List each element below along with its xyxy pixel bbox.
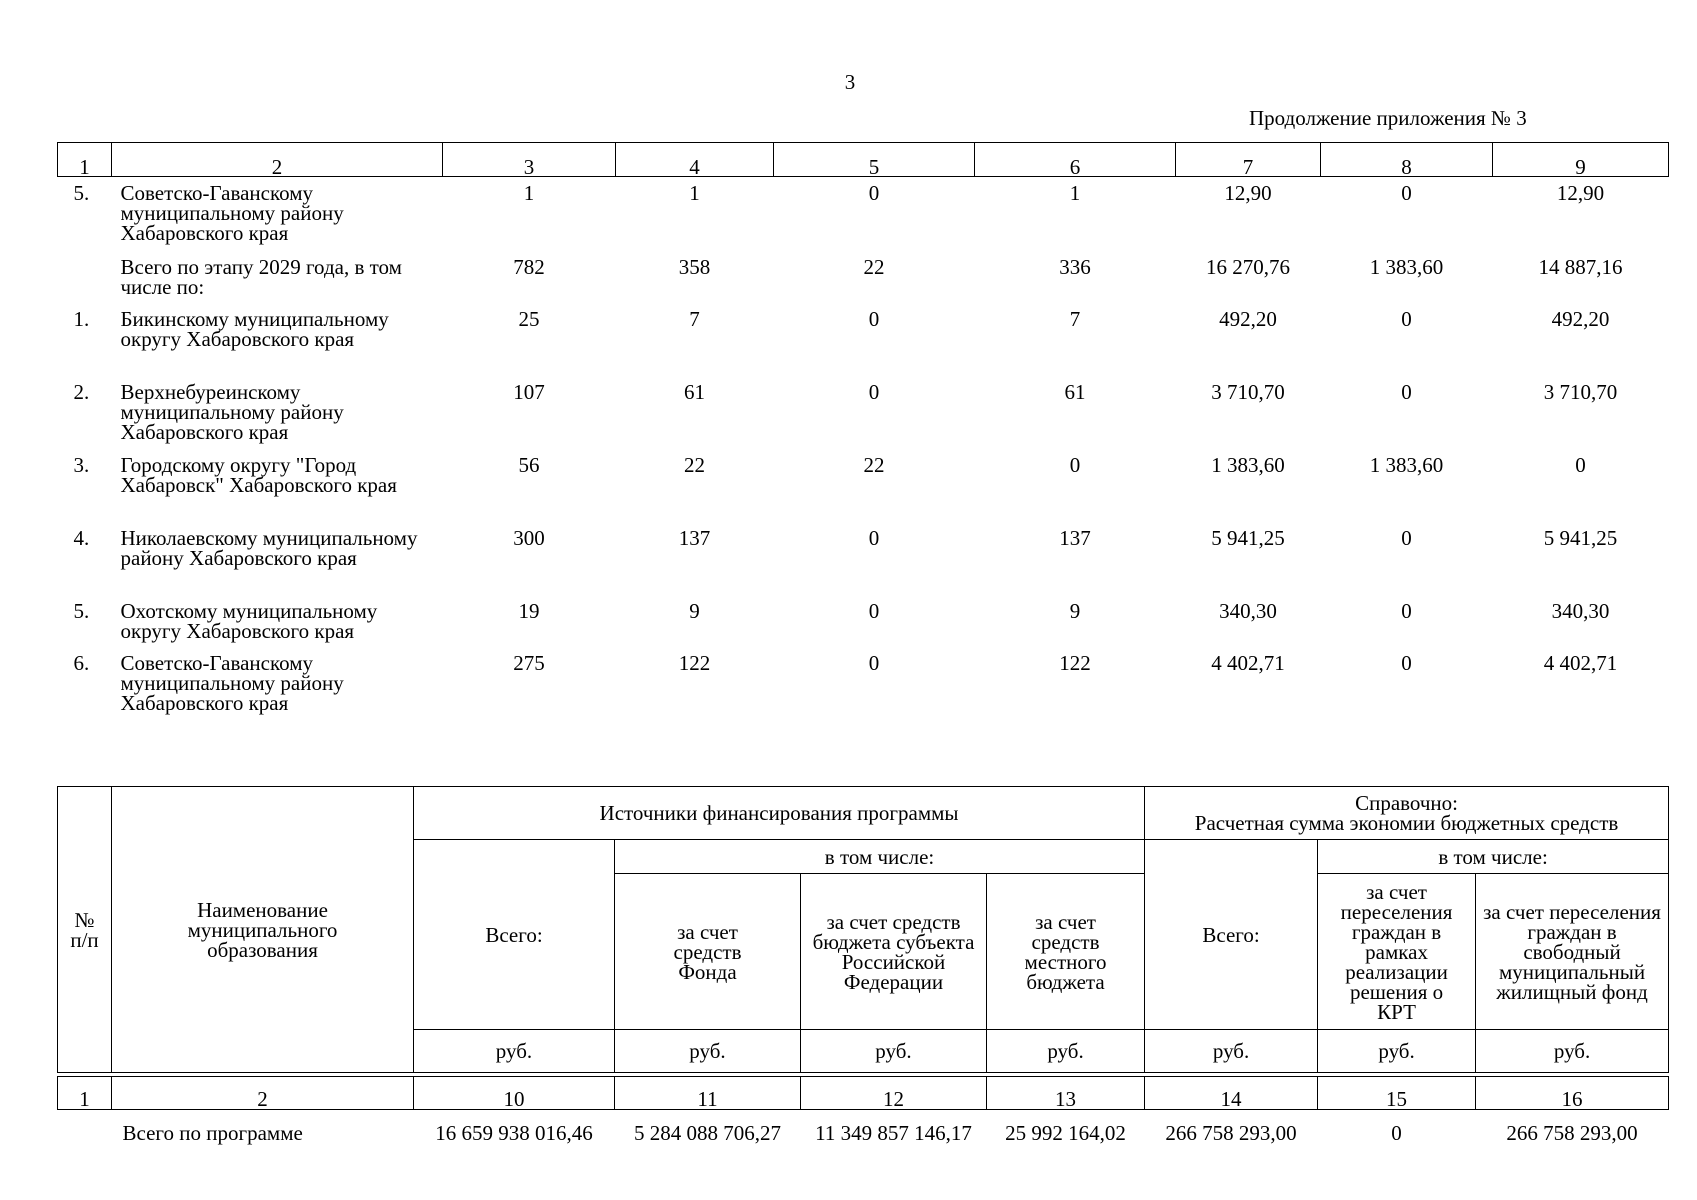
header-cell: 7: [1176, 143, 1321, 177]
continuation-label: Продолжение приложения № 3: [1249, 106, 1527, 130]
unit-cell: руб.: [987, 1030, 1145, 1073]
total-cell: 16 659 938 016,46: [435, 1121, 593, 1145]
total-cell: 0: [1391, 1121, 1402, 1145]
total-cell: 5 284 088 706,27: [634, 1121, 781, 1145]
cell: 340,30: [1219, 598, 1277, 623]
row-number: 2.: [73, 379, 90, 404]
row-name: Верхнебуреинскому муниципальному району Хабаровского края: [120, 379, 344, 444]
cell: 4 402,71: [1211, 650, 1285, 675]
header-cell: 2: [112, 143, 443, 177]
total-cell: 25 992 164,02: [1005, 1121, 1126, 1145]
table-row: [58, 449, 1669, 522]
cell: 25: [518, 306, 540, 331]
cell: 0: [1575, 452, 1586, 477]
table-row: [58, 595, 1669, 647]
header-cell: 9: [1493, 143, 1669, 177]
unit-cell: руб.: [1145, 1030, 1318, 1073]
table-row: [58, 177, 1669, 251]
cell: 1 383,60: [1369, 254, 1444, 279]
cell: 1: [1069, 181, 1081, 205]
cell: 14 887,16: [1538, 254, 1623, 279]
table-row: [58, 303, 1669, 376]
table-row: [58, 376, 1669, 449]
cell: 122: [1059, 650, 1091, 675]
free-fund-header: за счет переселения граждан в свободный муниципальный жилищный фонд: [1476, 874, 1669, 1030]
column-index-row: [58, 1077, 1669, 1110]
cell: 782: [513, 254, 545, 279]
total-row-name: Всего по программе: [122, 1121, 303, 1145]
header-cell: 4: [616, 143, 774, 177]
index-cell: 16: [1476, 1077, 1669, 1110]
row-number: 1.: [73, 306, 90, 331]
row-name: Николаевскому муниципальному району Хабаровского края: [120, 525, 418, 570]
row-name: Всего по этапу 2029 года, в том числе по:: [120, 254, 402, 299]
cell: 1: [689, 181, 700, 205]
index-cell: 11: [615, 1077, 801, 1110]
cell: 0: [868, 181, 880, 205]
including-header: в том числе:: [1318, 840, 1669, 874]
index-cell: 13: [987, 1077, 1145, 1110]
cell: 9: [1069, 598, 1081, 623]
index-cell: 14: [1145, 1077, 1318, 1110]
header-cell: 5: [774, 143, 975, 177]
cell: 275: [513, 650, 545, 675]
cell: 22: [684, 452, 705, 477]
reference-title: Справочно:: [1355, 791, 1459, 815]
row-name: Советско-Гаванскому муниципальному району Хабаровского края: [120, 181, 344, 245]
total-cell: 11 349 857 146,17: [815, 1121, 972, 1145]
total-financing-header: Всего:: [414, 840, 615, 1030]
row-number: 4.: [73, 525, 90, 550]
cell: 0: [1401, 379, 1412, 404]
cell: 492,20: [1551, 306, 1610, 331]
cell: 16 270,76: [1206, 254, 1290, 279]
index-cell: 15: [1318, 1077, 1476, 1110]
unit-cell: руб.: [414, 1030, 615, 1073]
index-cell: 12: [801, 1077, 987, 1110]
page-number: 3: [844, 70, 856, 94]
cell: 0: [868, 525, 880, 550]
row-name: Советско-Гаванскому муниципальному району Хабаровского края: [120, 650, 344, 715]
cell: 0: [1401, 525, 1412, 550]
cell: 5 941,25: [1543, 525, 1618, 550]
unit-cell: руб.: [801, 1030, 987, 1073]
index-cell: 10: [414, 1077, 615, 1110]
total-row: [58, 1110, 1669, 1145]
row-number: [58, 251, 112, 303]
cell: 56: [518, 452, 540, 477]
cell: 0: [868, 379, 880, 404]
subject-budget-header: за счет средств бюджета субъекта Российской Федерации: [801, 874, 987, 1030]
total-cell: 266 758 293,00: [1165, 1121, 1297, 1145]
cell: 3 710,70: [1543, 379, 1618, 404]
cell: 3 710,70: [1211, 379, 1285, 404]
total-cell: 266 758 293,00: [1506, 1121, 1638, 1145]
financing-sources-header: Источники финансирования программы: [414, 787, 1145, 840]
table-stage-summary: [57, 142, 1669, 721]
row-number: 5.: [73, 598, 90, 623]
col-name-header: Наименование муниципального образования: [112, 787, 414, 1073]
cell: 0: [1401, 598, 1412, 623]
local-budget-header: за счет средств местного бюджета: [987, 874, 1145, 1030]
row-name: Бикинскому муниципальному округу Хабаровского края: [120, 306, 389, 351]
cell: 137: [1059, 525, 1091, 550]
header-cell: 3: [443, 143, 616, 177]
cell: 1: [523, 181, 535, 205]
cell: 12,90: [1224, 181, 1272, 205]
header-cell: 8: [1321, 143, 1493, 177]
index-cell: 2: [112, 1077, 414, 1110]
cell: 19: [518, 598, 540, 623]
fund-header: за счет средств Фонда: [615, 874, 801, 1030]
header-cell: 6: [975, 143, 1176, 177]
cell: 122: [678, 650, 711, 675]
table-row: [58, 647, 1669, 721]
cell: 1 383,60: [1211, 452, 1285, 477]
unit-cell: руб.: [1318, 1030, 1476, 1073]
cell: 358: [678, 254, 711, 279]
cell: 107: [513, 379, 545, 404]
index-cell: 1: [58, 1077, 112, 1110]
cell: 0: [1401, 181, 1412, 205]
row-number: 3.: [73, 452, 90, 477]
cell: 7: [689, 306, 700, 331]
cell: 5 941,25: [1211, 525, 1285, 550]
row-name: Городскому округу "Город Хабаровск" Хабаровского края: [120, 452, 397, 497]
table-row: [58, 251, 1669, 303]
reference-subtitle: Расчетная сумма экономии бюджетных средств: [1194, 811, 1619, 835]
cell: 340,30: [1551, 598, 1610, 623]
cell: 492,20: [1219, 306, 1277, 331]
table-financing-sources: [57, 786, 1669, 1144]
cell: 22: [863, 254, 885, 279]
cell: 22: [863, 452, 885, 477]
cell: 12,90: [1556, 181, 1605, 205]
cell: 1 383,60: [1369, 452, 1444, 477]
cell: 9: [689, 598, 700, 623]
reference-header: [1145, 787, 1669, 840]
cell: 300: [513, 525, 545, 550]
cell: 61: [1064, 379, 1086, 404]
unit-cell: руб.: [615, 1030, 801, 1073]
cell: 61: [684, 379, 705, 404]
cell: 0: [868, 598, 880, 623]
cell: 0: [868, 650, 880, 675]
cell: 0: [1401, 650, 1412, 675]
cell: 7: [1069, 306, 1081, 331]
cell: 4 402,71: [1543, 650, 1618, 675]
header-row-1: [58, 787, 1669, 840]
cell: 0: [1069, 452, 1081, 477]
cell: 336: [1059, 254, 1091, 279]
row-name: Охотскому муниципальному округу Хабаровского края: [120, 598, 378, 643]
total-savings-header: Всего:: [1145, 840, 1318, 1030]
cell: 0: [1401, 306, 1412, 331]
krt-header: за счет переселения граждан в рамках реализации решения о КРТ: [1318, 874, 1476, 1030]
table-row: [58, 522, 1669, 595]
col-number-header: № п/п: [58, 787, 112, 1073]
row-number: 6.: [73, 650, 90, 675]
unit-cell: руб.: [1476, 1030, 1669, 1073]
including-header: в том числе:: [615, 840, 1145, 874]
cell: 137: [678, 525, 711, 550]
row-number: 5.: [73, 181, 90, 205]
table-header-row: [58, 143, 1669, 177]
header-cell: 1: [58, 143, 112, 177]
cell: 0: [868, 306, 880, 331]
